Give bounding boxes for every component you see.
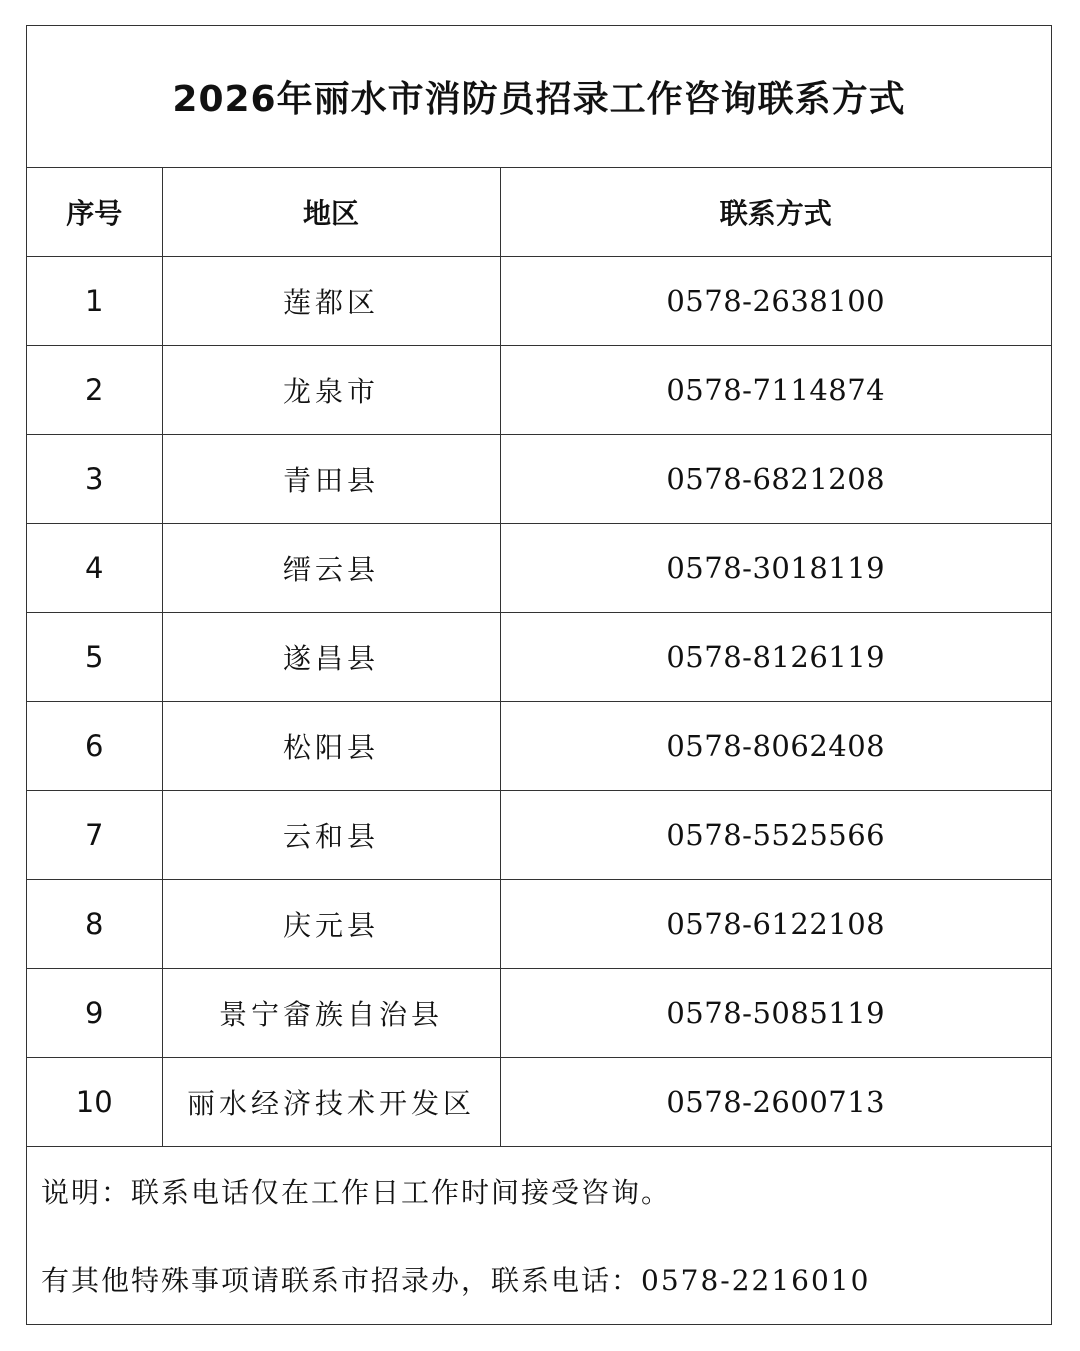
row-region: 丽水经济技术开发区: [162, 1058, 500, 1147]
table-row: [27, 880, 1051, 969]
row-phone: 0578-2600713: [500, 1058, 1051, 1147]
row-phone: 0578-7114874: [500, 346, 1051, 435]
table-row: [27, 1058, 1051, 1147]
table-row: [27, 257, 1051, 346]
contact-table: [27, 168, 1051, 1147]
row-index: 9: [27, 969, 162, 1058]
notes-section: [27, 1147, 1051, 1323]
table-row: [27, 613, 1051, 702]
row-phone: 0578-3018119: [500, 524, 1051, 613]
table-row: [27, 702, 1051, 791]
note-hours: 说明：联系电话仅在工作日工作时间接受咨询。: [41, 1176, 672, 1209]
row-region: 遂昌县: [162, 613, 500, 702]
row-index: 3: [27, 435, 162, 524]
row-phone: 0578-5525566: [500, 791, 1051, 880]
row-index: 7: [27, 791, 162, 880]
row-index: 10: [27, 1058, 162, 1147]
header-index: 序号: [27, 168, 162, 257]
table-row: [27, 969, 1051, 1058]
row-index: 5: [27, 613, 162, 702]
row-region: 松阳县: [162, 702, 500, 791]
row-region: 景宁畲族自治县: [162, 969, 500, 1058]
header-region: 地区: [162, 168, 500, 257]
page-title: 2026年丽水市消防员招录工作咨询联系方式: [27, 26, 1051, 168]
table-row: [27, 791, 1051, 880]
row-region: 青田县: [162, 435, 500, 524]
row-phone: 0578-5085119: [500, 969, 1051, 1058]
note-special-contact: 有其他特殊事项请联系市招录办，联系电话：0578-2216010: [41, 1264, 871, 1297]
row-index: 4: [27, 524, 162, 613]
row-region: 云和县: [162, 791, 500, 880]
header-contact: 联系方式: [500, 168, 1051, 257]
row-region: 莲都区: [162, 257, 500, 346]
row-phone: 0578-6821208: [500, 435, 1051, 524]
row-region: 龙泉市: [162, 346, 500, 435]
row-index: 6: [27, 702, 162, 791]
row-index: 2: [27, 346, 162, 435]
table-row: [27, 435, 1051, 524]
table-header-row: [27, 168, 1051, 257]
document-frame: [26, 25, 1052, 1325]
table-row: [27, 346, 1051, 435]
row-region: 庆元县: [162, 880, 500, 969]
row-index: 8: [27, 880, 162, 969]
row-phone: 0578-8062408: [500, 702, 1051, 791]
row-phone: 0578-8126119: [500, 613, 1051, 702]
row-index: 1: [27, 257, 162, 346]
row-phone: 0578-6122108: [500, 880, 1051, 969]
row-region: 缙云县: [162, 524, 500, 613]
row-phone: 0578-2638100: [500, 257, 1051, 346]
table-row: [27, 524, 1051, 613]
